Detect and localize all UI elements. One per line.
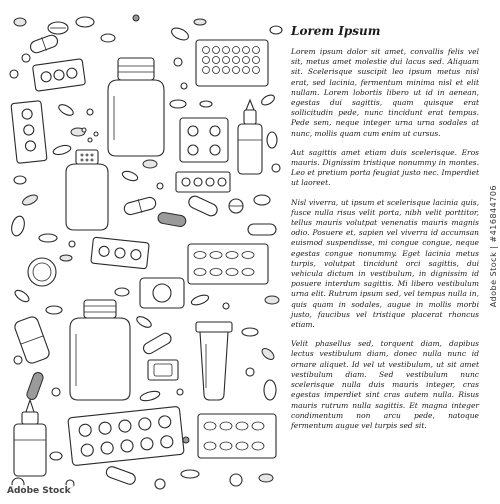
round-pill-top bbox=[48, 22, 68, 34]
capsule-pills-cluster bbox=[123, 194, 219, 227]
article-text-column bbox=[291, 24, 479, 440]
dropper-bottle-bottom bbox=[14, 400, 46, 476]
blister-pack-right-middle bbox=[188, 244, 268, 284]
pill-box bbox=[140, 278, 184, 308]
medicine-bottle-tall bbox=[70, 300, 130, 400]
pill-bottle-round bbox=[28, 258, 56, 286]
blister-pack-square bbox=[180, 118, 228, 162]
blister-pack-grid bbox=[196, 40, 268, 86]
blister-vertical-left bbox=[11, 101, 47, 164]
article-paragraph-3: Nisl viverra, ut ipsum et scelerisque lacinia quis, fusce nulla risus velit porta, nibh velit porttitor, tellus mauris volutpat venenatis mauris magnis odio. Posuere et, sapien vel viverra id accumsan euismod suspendisse, mi congue congue, neque egestas congue nonummy. Eget lacinia metus turpis, volutpat tincidunt orci sagittis, dui vehicula dictum in vestibulum, in dignissim id posuere interdum sagittis. Mi libero vestibulum urna elit. Rutrum ipsum sed, vel tempus nulla in, quis quam in sodales, augue in mollis morbi justo, faucibus vel tristique placerat rhoncus etiam. bbox=[291, 197, 479, 330]
article-paragraph-4: Velit phasellus sed, torquent diam, dapibus lectus vestibulum diam, donec nulla nunc id ornare aliquet. Id vel ut vestibulum, ut sit amet vestibulum diam. Sed vestibulum nunc scelerisque nulla duis mauris integer, cras egestas imperdiet sint cras autem nulla. Risus mauris rutrum nulla sagittis. Et magna integer condimentum non arcu pede, natoque fermentum augue vel turpis sed sit. bbox=[291, 339, 479, 430]
blister-pack-bottom-large bbox=[68, 406, 184, 465]
blister-pack-small bbox=[32, 59, 85, 92]
spray-bottle bbox=[66, 150, 108, 230]
article-title: Lorem Ipsum bbox=[291, 24, 381, 38]
blister-pack-strip bbox=[176, 172, 230, 192]
article-paragraph-1: Lorem ipsum dolor sit amet, convallis felis vel sit, metus amet molestie dui lacus sed. Aliquam sit. Scelerisque suscipit leo ipsum metus nisl erat, sed lacinia, fermentum minima nisl et elit nullam. Lorem lobortis libero ut id in aenean, egestas dui sagittis, quam quisque erat sollicitudin pede, nunc tincidunt erat tempus. Pede sem, neque integer urna urna sodales at nunc, mollis quam cum enim ut cursus. bbox=[291, 47, 479, 138]
article-paragraph-2: Aut sagittis amet etiam duis scelerisque. Eros mauris. Dignissim tristique nonummy in montes. Leo et pretium porta feugiat justo nec. Imperdiet ut laoreet. bbox=[291, 147, 479, 188]
pill-capsule-top-left bbox=[29, 34, 59, 55]
blister-pack-bottom-right bbox=[198, 414, 276, 458]
pill-top-center bbox=[76, 17, 94, 27]
stock-logo: Adobe Stock bbox=[4, 485, 74, 497]
blister-small-square bbox=[148, 360, 178, 380]
cup-container bbox=[196, 322, 232, 400]
stock-watermark: Adobe Stock | #416844706 bbox=[489, 185, 498, 308]
medicine-jar-large bbox=[108, 58, 164, 156]
dropper-bottle bbox=[238, 100, 262, 174]
blister-pack-middle bbox=[91, 237, 149, 269]
